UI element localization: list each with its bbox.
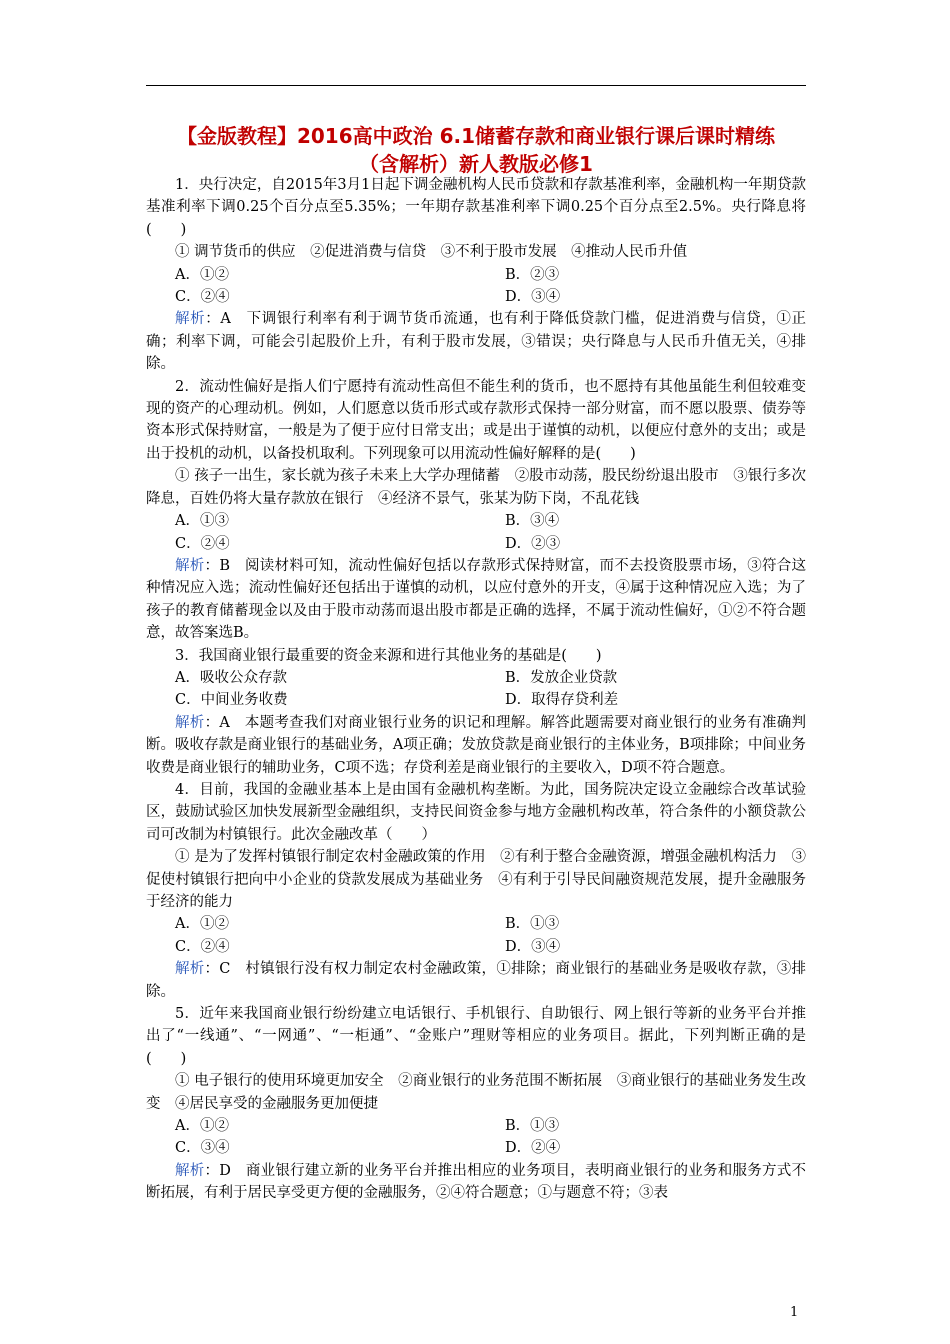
page-number: 1 [790,1305,799,1320]
question-2-options-row-1 [146,510,806,532]
question-2-option-c: C．②④ [175,535,230,552]
question-1-option-c: C．②④ [175,289,230,306]
analysis-label: 解析 [175,961,205,978]
question-4-stem: 4．目前，我国的金融业基本上是由国有金融机构垄断。为此，国务院决定设立金融综合改革试验区，鼓励试验区加快发展新型金融组织，支持民间资金参与地方金融机构改革，符合条件的小额贷款公司可改制为村镇银行。此次金融改革（ ） [146,781,806,843]
question-1-analysis [146,308,806,375]
question-4-option-a: A．①② [175,916,229,933]
question-2-items: ① 孩子一出生，家长就为孩子未来上大学办理储蓄 ②股市动荡，股民纷纷退出股市 ③银行多次降息，百姓仍将大量存款放在银行 ④经济不景气，张某为防下岗，不乱花钱 [146,468,806,507]
question-5-analysis [146,1160,806,1205]
question-3-stem: 3．我国商业银行最重要的资金来源和进行其他业务的基础是( ) [175,647,602,664]
header-rule [146,85,806,86]
question-1-stem: 1．央行决定，自2015年3月1日起下调金融机构人民币贷款和存款基准利率，金融机构一年期贷款基准利率下调0.25个百分点至5.35%；一年期存款基准利率下调0.25个百分点至2.5%。央行降息将( ) [146,177,806,238]
document-body [146,174,806,1205]
question-1-option-b: B．②③ [505,266,560,283]
question-3-options-row-2 [146,689,806,711]
document-title-line-2: （含解析）新人教版必修1 [359,152,593,176]
question-3-option-d: D．取得存贷利差 [505,692,619,709]
question-2-option-d: D．②③ [505,535,561,552]
question-3-option-a: A．吸收公众存款 [175,669,287,686]
question-4-analysis-text: ：C 村镇银行没有权力制定农村金融政策，①排除；商业银行的基础业务是吸收存款，③排除。 [146,961,807,1000]
document-title-line-1: 【金版教程】2016高中政治 6.1储蓄存款和商业银行课后课时精练 [176,124,776,148]
analysis-label: 解析 [175,557,205,574]
analysis-label: 解析 [175,714,205,731]
question-4-option-c: C．②④ [175,938,230,955]
question-4-option-d: D．③④ [505,938,561,955]
question-3-analysis-text: ：A 本题考查我们对商业银行业务的识记和理解。解答此题需要对商业银行的业务有准确判断。吸收存款是商业银行的基础业务，A项正确；发放贷款是商业银行的主体业务，B项排除；中间业务收费是商业银行的辅助业务，C项不选；存贷利差是商业银行的主要收入，D项不符合题意。 [146,714,807,776]
question-3-option-c: C．中间业务收费 [175,692,288,709]
question-3-options-row-1 [146,667,806,689]
question-4-options-row-1 [146,913,806,935]
question-5-stem: 5．近年来我国商业银行纷纷建立电话银行、手机银行、自助银行、网上银行等新的业务平台并推出了“一线通”、“一网通”、“一柜通”、“金账户”理财等相应的业务项目。据此，下列判断正确的是( ) [146,1006,806,1067]
question-2-analysis-text: ：B 阅读材料可知，流动性偏好包括以存款形式保持财富，而不去投资股票市场，③符合这种情况应入选；流动性偏好还包括出于谨慎的动机，以应付意外的开支，④属于这种情况应入选；为了孩子的教育储蓄现金以及由于股市动荡而退出股市都是正确的选择，不属于流动性偏好，①②不符合题意，故答案选B。 [146,557,807,642]
question-1-option-a: A．①② [175,266,229,283]
question-4-analysis [146,958,806,1003]
question-5-option-b: B．①③ [505,1118,560,1135]
question-1-options-row-2 [146,286,806,308]
question-5-option-d: D．②④ [505,1140,561,1157]
question-5-options-row-2 [146,1137,806,1159]
question-4-items: ① 是为了发挥村镇银行制定农村金融政策的作用 ②有利于整合金融资源，增强金融机构活力 ③促使村镇银行把向中小企业的贷款发展成为基础业务 ④有利于引导民间融资规范发展，提升金融服务于经济的能力 [146,849,806,910]
question-2-options-row-2 [146,533,806,555]
question-3-option-b: B．发放企业贷款 [505,669,618,686]
question-1-items: ① 调节货币的供应 ②促进消费与信贷 ③不利于股市发展 ④推动人民币升值 [175,244,688,261]
question-1-options-row-1 [146,264,806,286]
question-2-option-a: A．①③ [175,513,229,530]
question-5-analysis-text: ：D 商业银行建立新的业务平台并推出相应的业务项目，表明商业银行的业务和服务方式不断拓展，有利于居民享受更方便的金融服务，②④符合题意；①与题意不符；③表 [146,1162,807,1202]
question-5-option-c: C．③④ [175,1140,230,1157]
analysis-label: 解析 [175,311,206,328]
question-5-options-row-1 [146,1115,806,1137]
question-4-option-b: B．①③ [505,916,560,933]
question-1-analysis-text: ：A 下调银行利率有利于调节货币流通，也有利于降低贷款门槛，促进消费与信贷，①正确；利率下调，可能会引起股价上升，有利于股市发展，③错误；央行降息与人民币升值无关，④排除。 [146,311,807,373]
question-2-analysis [146,555,806,645]
question-1-option-d: D．③④ [505,289,561,306]
question-2-stem: 2．流动性偏好是指人们宁愿持有流动性高但不能生利的货币，也不愿持有其他虽能生利但较难变现的资产的心理动机。例如，人们愿意以货币形式或存款形式保持一部分财富，而不愿以股票、债券等资本形式保持财富，一般是为了便于应付日常支出；或是出于谨慎的动机，以便应付意外的支出；或是出于投机的动机，以备投机取利。下列现象可以用流动性偏好解释的是( ) [146,378,806,462]
question-3-analysis [146,712,806,779]
question-5-items: ① 电子银行的使用环境更加安全 ②商业银行的业务范围不断拓展 ③商业银行的基础业务发生改变 ④居民享受的金融服务更加便捷 [146,1073,806,1112]
analysis-label: 解析 [175,1162,205,1179]
question-2-option-b: B．③④ [505,513,560,530]
question-5-option-a: A．①② [175,1118,229,1135]
question-4-options-row-2 [146,936,806,958]
